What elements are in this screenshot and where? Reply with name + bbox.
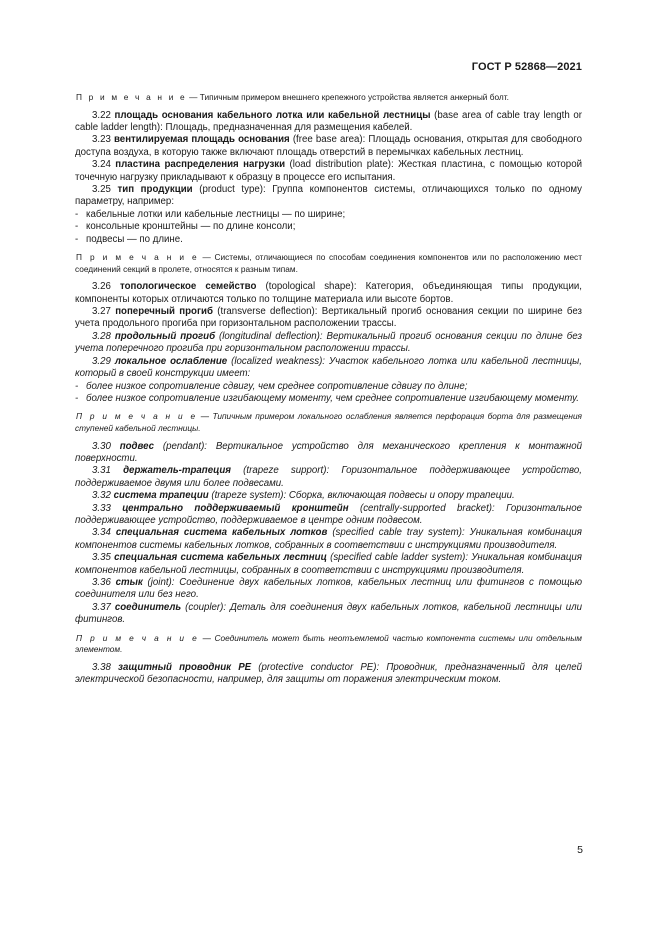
entry-term: подвес <box>119 440 155 452</box>
note <box>75 252 582 275</box>
entry-definition: (base area of cable tray length or cable ladder length): Площадь, предназначенная для размещения кабелей. <box>75 109 582 133</box>
list-item <box>75 209 582 221</box>
entry-definition: (pendant): Вертикальное устройство для механического крепления к монтажной поверхности. <box>75 440 582 464</box>
entry-number: 3.24 <box>92 159 111 171</box>
entry-term: система трапеции <box>113 490 209 502</box>
entry-definition: (load distribution plate): Жесткая пластина, с помощью которой точечную нагрузку прикладывают к образцу в процессе его испытания. <box>75 159 582 183</box>
entry-number: 3.27 <box>92 306 111 318</box>
note <box>75 92 582 104</box>
term-entry-3-28 <box>75 331 582 356</box>
list-dash: - <box>75 233 79 245</box>
entry-definition: (topological shape): Категория, объединяющая типы продукции, компоненты которых отличаются только по толщине материала или высоте бортов. <box>75 281 582 305</box>
list-item <box>75 393 582 405</box>
list-item-text: более низкое сопротивление изгибающему моменту, чем среднее сопротивление изгибающему моменту. <box>86 392 579 404</box>
entry-term: специальная система кабельных лотков <box>115 527 328 539</box>
entry-definition: (specified cable ladder system): Уникальная комбинация компонентов кабельной лестницы, собранных в соответствии с инструкциями производителя. <box>75 552 582 576</box>
entry-number: 3.38 <box>92 661 111 673</box>
entry-term: специальная система кабельных лестниц <box>114 552 327 564</box>
entry-term: вентилируемая площадь основания <box>113 134 290 146</box>
entry-number: 3.26 <box>92 281 111 293</box>
entry-number: 3.31 <box>92 465 111 477</box>
term-entry-3-24 <box>75 159 582 184</box>
term-entry-3-23 <box>75 134 582 159</box>
entry-definition: (specified cable tray system): Уникальная комбинация компонентов системы кабельных лотков, собранных в соответствии с инструкциями производителя. <box>75 527 582 551</box>
entry-definition: (centrally-supported bracket): Горизонтальное поддерживающее устройство, поддерживаемое в центре одним подвесом. <box>75 502 582 526</box>
term-entry-3-22 <box>75 110 582 135</box>
entry-term: пластина распределения нагрузки <box>115 159 286 171</box>
term-entry-3-26 <box>75 281 582 306</box>
page-content <box>75 90 582 687</box>
entry-number: 3.22 <box>92 109 111 121</box>
entry-term: держатель-трапеция <box>123 465 231 477</box>
entry-number: 3.32 <box>92 490 111 502</box>
term-entry-3-34 <box>75 527 582 552</box>
entry-definition: (product type): Группа компонентов системы, отличающихся только по одному параметру, например: <box>75 184 583 208</box>
list-dash: - <box>75 208 79 220</box>
entry-term: защитный проводник PE <box>118 661 252 673</box>
entry-term: локальное ослабление <box>114 355 228 367</box>
term-entry-3-25 <box>75 184 582 209</box>
list-dash: - <box>75 221 79 233</box>
note <box>75 411 582 434</box>
list-item <box>75 221 582 233</box>
term-entry-3-31 <box>75 465 582 490</box>
entry-definition: (protective conductor PE): Проводник, предназначенный для целей электрической безопасности, например, для защиты от поражения электрическим током. <box>75 661 582 686</box>
entry-term: поперечный прогиб <box>115 306 213 318</box>
term-entry-3-38 <box>75 662 582 687</box>
note-text: — Системы, отличающиеся по способам соединения компонентов или по расположению мест соединений секций в пролете, относятся к разным типам. <box>75 252 583 274</box>
entry-number: 3.37 <box>92 601 111 613</box>
term-entry-3-32 <box>75 490 582 502</box>
entry-definition: (joint): Соединение двух кабельных лотков, кабельных лестниц или фитингов с помощью соединителя или без него. <box>75 576 582 601</box>
term-entry-3-36 <box>75 577 582 602</box>
entry-number: 3.35 <box>92 552 111 564</box>
entry-definition: (longitudinal deflection): Вертикальный прогиб основания секции по длине без учета поперечного прогиба при горизонтальном расположении трассы. <box>75 330 582 355</box>
entry-term: площадь основания кабельного лотка или кабельной лестницы <box>114 109 431 121</box>
note-text: — Соединитель может быть неотъемлемой частью компонента системы или отдельным элементом. <box>75 632 582 655</box>
note-label: П р и м е ч а н и е <box>76 632 199 643</box>
entry-term: соединитель <box>114 601 182 613</box>
list-item <box>75 381 582 393</box>
list-dash: - <box>75 392 79 404</box>
list-item-text: более низкое сопротивление сдвигу, чем среднее сопротивление сдвигу по длине; <box>86 380 468 392</box>
term-entry-3-35 <box>75 552 582 577</box>
note-text: — Типичным примером внешнего крепежного устройства является анкерный болт. <box>189 92 509 102</box>
entry-definition: (transverse deflection): Вертикальный прогиб основания секции по ширине без учета продольного прогиба при горизонтальном расположении трассы. <box>75 306 582 330</box>
entry-term: стык <box>115 576 143 588</box>
entry-definition: (free base area): Площадь основания, открытая для свободного доступа воздуха, в которую также включают площадь отверстий в перемычках кабельных лестниц. <box>75 134 582 158</box>
entry-number: 3.28 <box>92 330 111 342</box>
entry-number: 3.23 <box>92 134 111 146</box>
entry-number: 3.30 <box>92 440 111 452</box>
note-text: — Типичным примером локального ослабления является перфорация борта для размещения ступеней кабельной лестницы. <box>75 411 582 433</box>
entry-definition: (coupler): Деталь для соединения двух кабельных лотков, кабельной лестницы или фитингов. <box>75 601 582 626</box>
note <box>75 633 582 656</box>
entry-definition: (trapeze system): Сборка, включающая подвесы и опору трапеции. <box>208 490 515 502</box>
entry-number: 3.36 <box>92 576 111 588</box>
page-number: 5 <box>577 844 583 856</box>
term-entry-3-27 <box>75 306 582 331</box>
entry-term: топологическое семейство <box>119 281 257 293</box>
note-label: П р и м е ч а н и е <box>76 92 187 102</box>
entry-definition: (trapeze support): Горизонтальное поддерживающее устройство, поддерживаемое двумя или более подвесами. <box>75 465 582 489</box>
list-dash: - <box>75 380 79 392</box>
note-label: П р и м е ч а н и е <box>76 411 198 422</box>
list-item <box>75 234 582 246</box>
entry-term: тип продукции <box>117 184 193 196</box>
term-entry-3-33 <box>75 503 582 528</box>
term-entry-3-29 <box>75 356 582 381</box>
entry-term: центрально поддерживаемый кронштейн <box>122 502 349 514</box>
entry-number: 3.34 <box>92 527 111 539</box>
entry-number: 3.33 <box>92 502 111 514</box>
list-item-text: консольные кронштейны — по длине консоли; <box>86 221 296 233</box>
entry-definition: (localized weakness): Участок кабельного лотка или кабельной лестницы, который в своей конструкции имеет: <box>75 355 582 380</box>
list-item-text: подвесы — по длине. <box>86 233 183 245</box>
term-entry-3-30 <box>75 441 582 466</box>
list-item-text: кабельные лотки или кабельные лестницы — по ширине; <box>86 208 346 220</box>
note-label: П р и м е ч а н и е <box>76 252 199 263</box>
document-id: ГОСТ Р 52868—2021 <box>471 61 582 73</box>
entry-number: 3.29 <box>92 355 111 367</box>
entry-term: продольный прогиб <box>114 330 216 342</box>
term-entry-3-37 <box>75 602 582 627</box>
entry-number: 3.25 <box>92 184 111 196</box>
